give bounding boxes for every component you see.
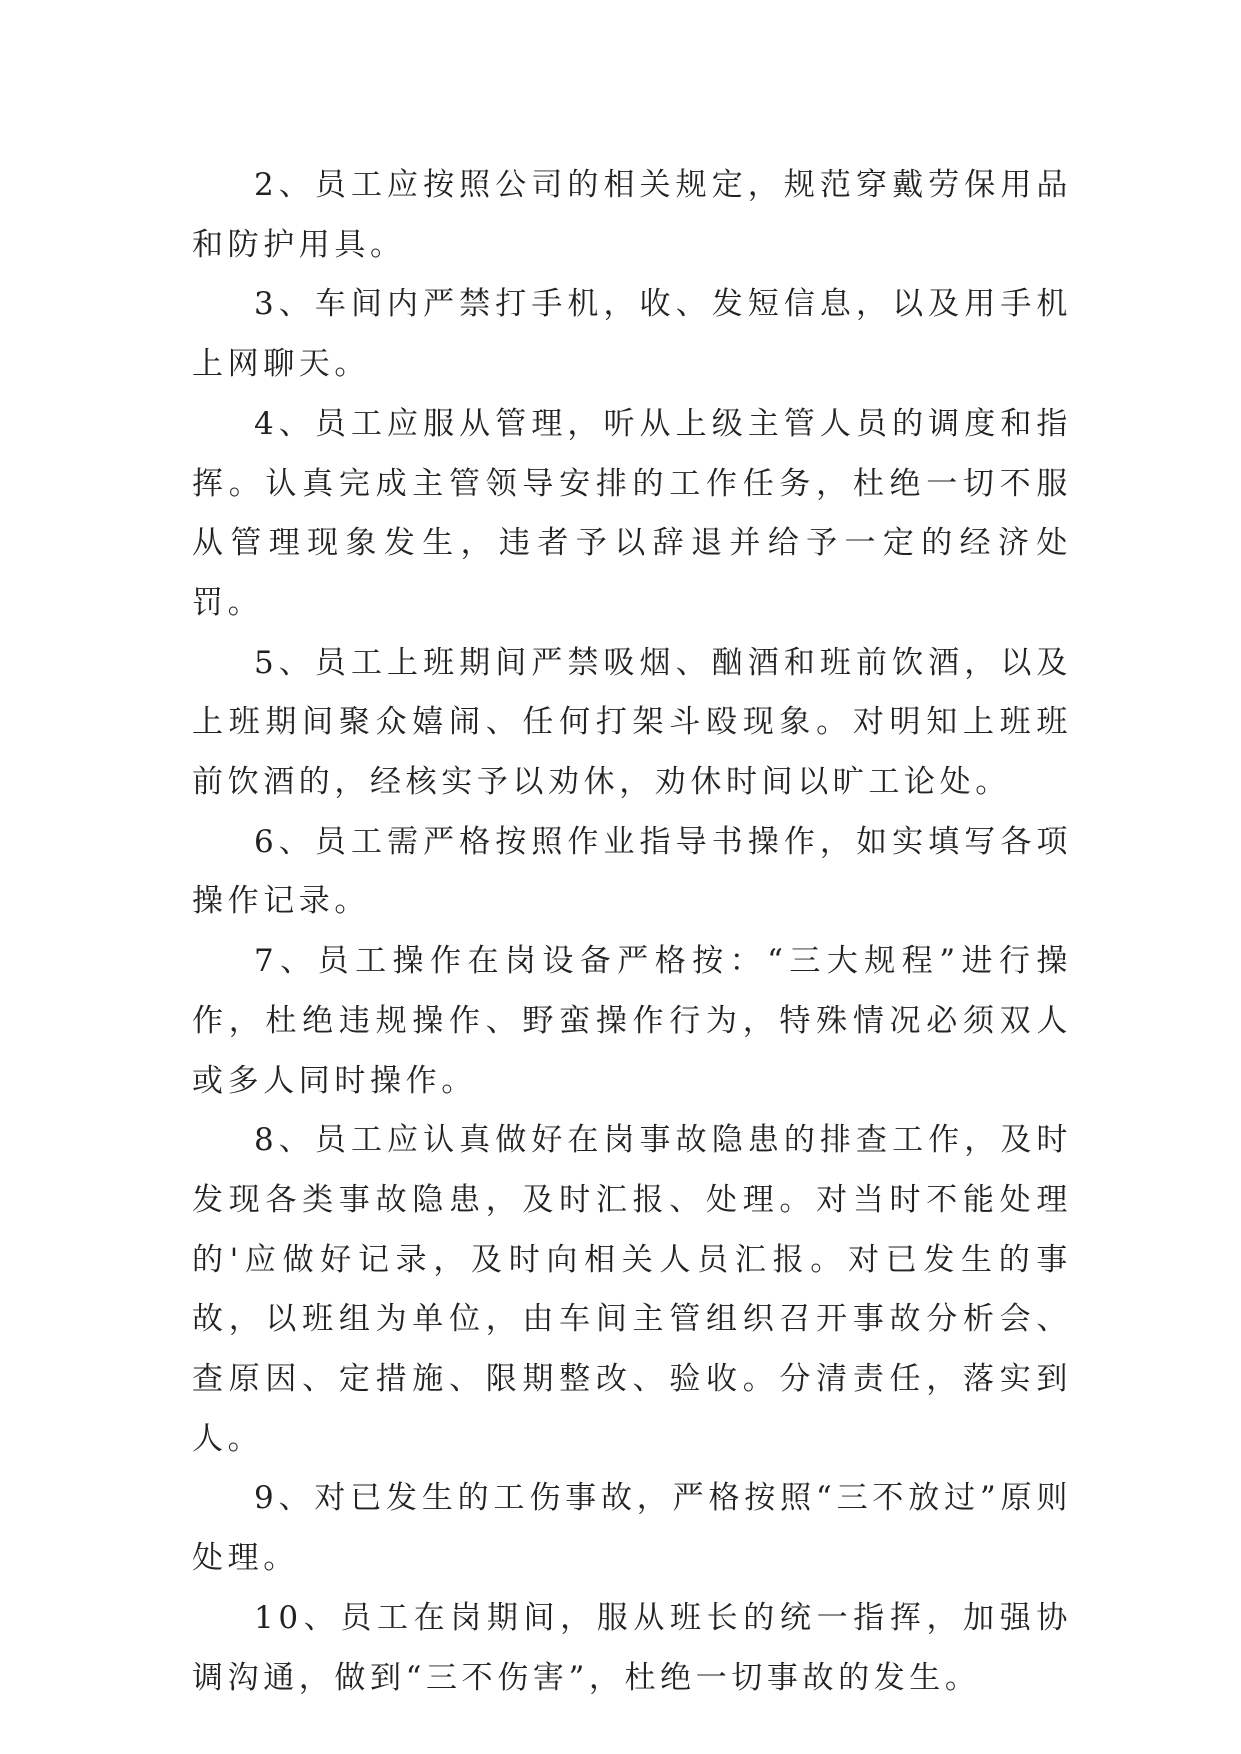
document-body [192,156,1072,1708]
paragraph-item-10: 10、员工在岗期间，服从班长的统一指挥，加强协调沟通，做到“三不伤害”，杜绝一切事故的发生。 [192,1599,1072,1696]
paragraph-item-3: 3、车间内严禁打手机，收、发短信息，以及用手机上网聊天。 [192,286,1072,383]
paragraph-item-2: 2、员工应按照公司的相关规定，规范穿戴劳保用品和防护用具。 [192,167,1072,263]
paragraph-item-6: 6、员工需严格按照作业指导书操作，如实填写各项操作记录。 [192,823,1072,920]
paragraph-item-5: 5、员工上班期间严禁吸烟、酗酒和班前饮酒，以及上班期间聚众嬉闹、任何打架斗殴现象。对明知上班班前饮酒的，经核实予以劝休，劝休时间以旷工论处。 [192,644,1072,801]
paragraph-item-8: 8、员工应认真做好在岗事故隐患的排查工作，及时发现各类事故隐患，及时汇报、处理。对当时不能处理的'应做好记录，及时向相关人员汇报。对已发生的事故，以班组为单位，由车间主管组织召开事故分析会、查原因、定措施、限期整改、验收。分清责任，落实到人。 [192,1122,1072,1457]
paragraph-item-7: 7、员工操作在岗设备严格按：“三大规程”进行操作，杜绝违规操作、野蛮操作行为，特殊情况必须双人或多人同时操作。 [192,943,1072,1099]
paragraph-item-4: 4、员工应服从管理，听从上级主管人员的调度和指挥。认真完成主管领导安排的工作任务，杜绝一切不服从管理现象发生，违者予以辞退并给予一定的经济处罚。 [192,405,1072,621]
paragraph-item-9: 9、对已发生的工伤事故，严格按照“三不放过”原则处理。 [192,1480,1072,1577]
